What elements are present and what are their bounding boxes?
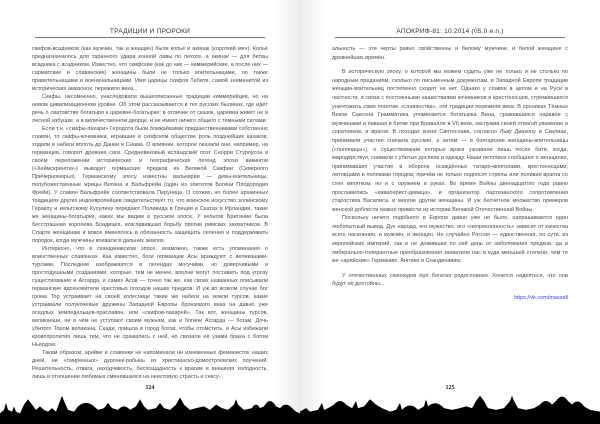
paragraph: Интересно, что в скандинавском эпосе, возможно, также есть упоминания о воинственных славянках. Как известно, боги германцев Асы враждуют с великанами-турсами. Последние изображаются в легендах могучими, но доверчивыми и простодушными созданиями, которые, тем не менее, вполне могут поставить под угрозу существование и Асгарда, и самих Асов — точно так же, как своих названных описывали германские вдохновители крестовых походов наших предков. И уж во всяком случае бог грома Тор устраивает на своей колеснице такие же набеги на земли турсов, какие устраивали полукочевые дружины Западной Европы бронзового века на давно уже оседлых земледельцев-праславян, или «скифов-пахарей». Так вот, женщины турсов, великанши, ни в чём не уступают своим мужьям, как и богини Асгарда — богам. Дочь убитого Тором великана, Скади, пришла в город богов, чтобы отомстить, и Асы избежали кровопролития лишь тем, что не сражались с ней, но связали её узами брака с богом Ньёрдом. bbox=[32, 246, 268, 348]
paragraph: У отечественных скинхедов ёрл богатая родословная. Хочется надеяться, что они будут её достойны... bbox=[332, 272, 568, 288]
paragraph: скифов-всадников (как мужчин, так и женщин) были копьё и акинак (короткий меч). Копьё предназначалось для таранного удара конной лавы по пехоте, а акинак — для битвы всадника с всадником. Известно, что скифские (как до них — киммерийские, а после них — сарматские и славянские) женщины были не только воительницами, но также правительницами и военачальницами. Имя царицы скифов Табити, самой знаменитой из исторических амазонок, пережило века... bbox=[32, 46, 268, 92]
paragraph: альность — эти черты равно свойственны и белому мужчине, и белой женщине с древнейших времён. bbox=[332, 46, 568, 61]
paragraph: Если т.н. «скифы-пахари» Геродота были ближайшими предшественниками собственно славян, то скифы-кочевники, игравшие в скифском обществе роль позднейших казаков, ходили в набеги вплоть до Дании и Сиама. О влиянии, которое оказали они, например, на германцев, говорят древние саги. Средневековый исландский поэт Снорри Стурлусон в своём переложении исторических и географических легенд эпохи викингов («Хеймскрингла») выводит германских предков из Великой Скифии (Северного Причерноморья). Германскому эпосу известны валькирии — девы-воительницы, полубожественные жрицы Вотана и Вальфрейи (один из эпитетов Богини Плодородия Фрейи). У славян Вальфрейе соответствовала Перуница. О схожих, но более архаичных традициях других индоевропейцев свидетельствует то, что воинское искусство эллинскому Гераклу и кельтскому Кухулину передают Поливида в Греции и Скатах в Ирландии, такие же женщины-богатырки, каких мы видим в русском эпосе. У кельтов Британии была бесстрашная королева Боадицея, возглавившая борьбу против римских захватчиков. В Спарте женщинам и вовсе вменялось в обязанность защищать селения и поддерживать порядок, когда мужчины воевали в дальних землях. bbox=[32, 126, 268, 244]
city-skyline-decoration bbox=[300, 394, 600, 424]
source-link[interactable]: https://vk.com/massell bbox=[513, 295, 568, 302]
paragraph: Скифы, несомненно, унаследовали вышеописанные традиции киммерийцев, но на новом цивилизационном уровне. Об этом рассказывается в тех русских былинах, где идёт речь о сватовстве богатыря к царевне-богатырке: в отличие от сказок, царевна живёт не в лесной избушке, а в величественном дворце, и не имеет ничего общего с тёмными силами. bbox=[32, 94, 268, 124]
right-page bbox=[300, 0, 600, 424]
paragraph: Таким образом, арийки и славянки не напоминали ни изнеженных феминисток наших дней, ни «смиренных» дурочек-рабынь из христианско-домостроевских поучений. Решительность, отвага, находчивость, беспощадность к врагам и внешняя холодность, лишь в отношении любимых сменявшаяся на неистовую страсть и сексу- bbox=[32, 350, 268, 380]
page-number: 125 bbox=[445, 385, 455, 391]
header-rule bbox=[335, 37, 565, 38]
running-header: АПОКРИФ-81: 10.2014 (05.0 е.п.) bbox=[396, 28, 504, 35]
running-header: ТРАДИЦИИ И ПРОРОКИ bbox=[109, 28, 191, 35]
paragraph: Поскольку ничего подобного в Европе давно уже не было, напрашивается один любопытный вывод. Дух народа, его мужество, его «непреклонность» зависит от качества всего населения, и мужчин, и женщин. Не случайно Россия — единственная, по сути, из европейских империй, так и не дожившая по сей день от заболевания предков, да и либерально-толерантные преобразования захватили нас в куда меньшей степени, чем те же «арийские» Германию, Англию и Скандинавию. bbox=[332, 215, 568, 265]
city-skyline-decoration bbox=[0, 394, 300, 424]
paragraph: В историческую эпоху, о которой мы можем судить уже не только и не столько по народным преданиям, сколько по письменным документам, в Западной Европе традиции женщин-воительниц постепенно сходят на нет. Однако у славян в целом и на Руси в частности, в связи с постоянными нашествиями кочевников и крестоносцев, стремившихся уничтожить само понятие «славянства», эти традиции пережили века. В хрониках Тёмных Веков Саксона Грамматика упоминается богатырка Вина, сражавшаяся наравне с мужчинами и павшая в битве при Бравалле в VII веке, заслужив своей отвагой уважение и соратников, и врагов. В походах князя Святослава, согласно Льву Диакону и Скилице, принимали участие сначала русские, а затем — и болгарские женщины-воительницы («поляницы»), о существовании которых враги узнавали лишь после битв, когда, мародёрствуя, снимали с убитых доспехи и одежду. Наши летописи сообщают о женщинах, принимавших участие в обороне осаждённых татаро-монголами, крестоносцами, литовцами и поляками городов, причём не только подносят стрелы или поливая врагов со стен кипятком, но и с оружием в руках. Во время Войны двенадцатого года равно прославились «кавалерист-девица», и организатор партизанского сопротивления старостиха Василиса, и многие другие женщины. И уж бесчётное множество примеров женской доблести можно привести из истории Великой Отечественной Войны. bbox=[332, 69, 568, 213]
page-number: 124 bbox=[145, 385, 155, 391]
body-text bbox=[32, 45, 268, 383]
body-text bbox=[332, 45, 568, 383]
header-rule bbox=[35, 37, 265, 38]
